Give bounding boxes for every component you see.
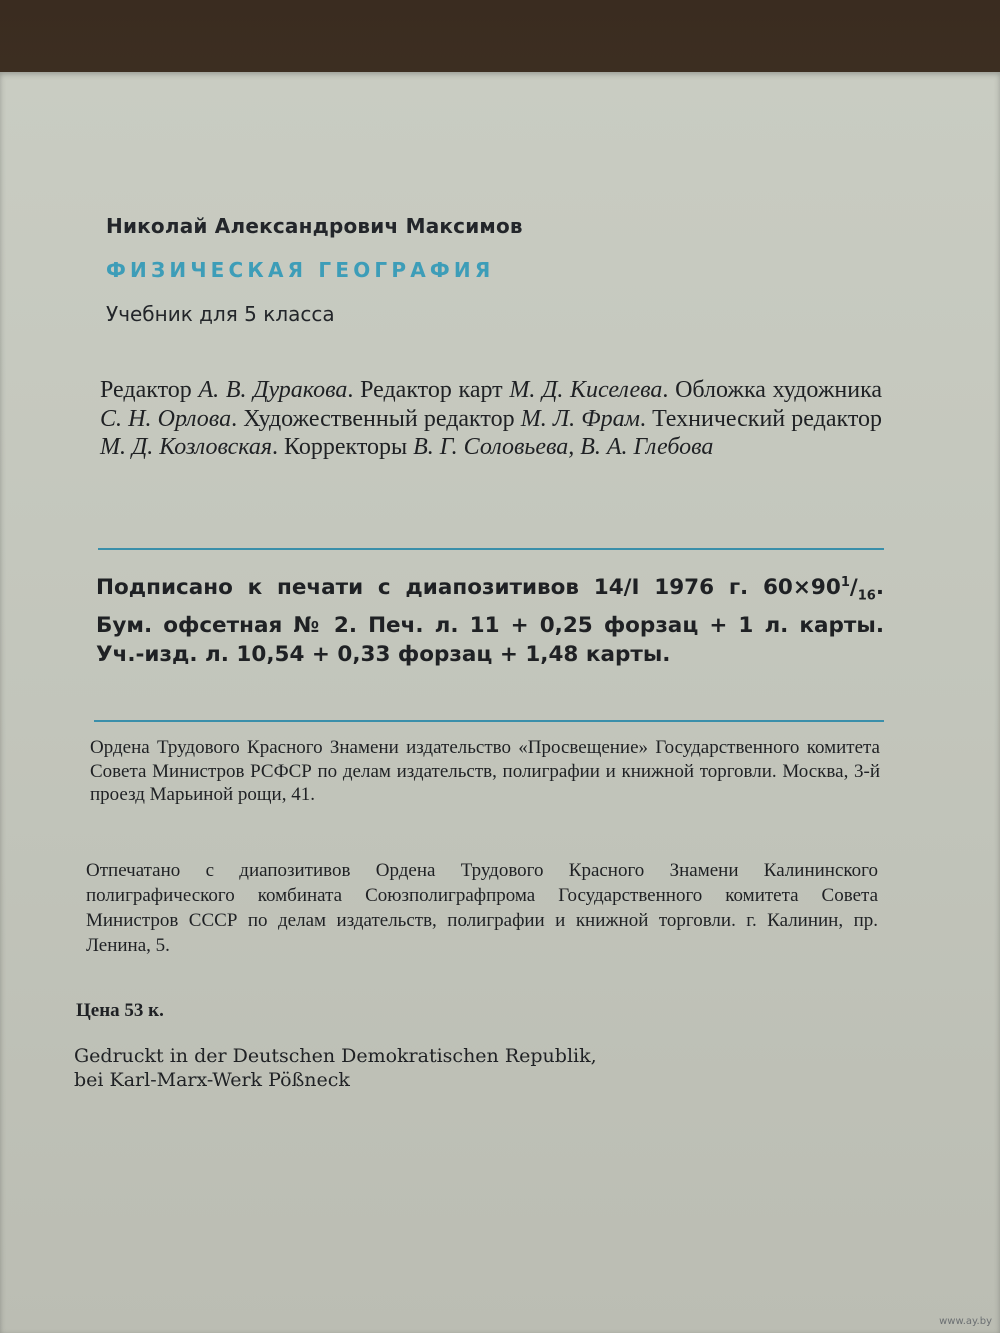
- book-page: [0, 72, 1000, 1333]
- divider-top: [98, 548, 884, 550]
- publisher-paragraph: Ордена Трудового Красного Знамени издательство «Просвещение» Государственного комитета Совета Министров РСФСР по делам издательств, полиграфии и книжной торговли. Москва, 3-й проезд Марьиной рощи, 41.: [90, 737, 880, 805]
- price-label: Цена 53 к.: [76, 1000, 164, 1021]
- author-name: Николай Александрович Максимов: [106, 214, 523, 238]
- book-title: ФИЗИЧЕСКАЯ ГЕОГРАФИЯ: [106, 258, 495, 282]
- editor-name: А. В. Дуракова: [198, 377, 348, 403]
- art-editor-label: Художественный редактор: [243, 405, 515, 432]
- tech-editor-name: М. Д. Козловская: [100, 434, 273, 460]
- site-watermark: www.ay.by: [939, 1316, 992, 1327]
- map-editor-name: М. Д. Киселева: [509, 377, 663, 403]
- paper-text: . Бум. офсетная № 2. Печ. л. 11 + 0,25 форзац + 1 л. карты. Уч.-изд. л. 10,54 + 0,33 форзац + 1,48 карты.: [96, 575, 884, 668]
- divider-bottom: [94, 720, 884, 722]
- cover-label: Обложка художника: [675, 377, 883, 403]
- gdr-line-1: Gedruckt in der Deutschen Demokratischen Republik,: [74, 1045, 597, 1067]
- print-info-paragraph: Подписано к печати с диапозитивов 14/I 1976 г. $60\times 90^1/_{16}$. Бум. офсетная № 2. Печ. л. 11 + 0,25 форзац + 1 л. карты. Уч.-изд. л. 10,54 + 0,33 форзац + 1,48 карты.: [96, 575, 884, 668]
- signed-text: Подписано к печати с диапозитивов 14/I 1976 г.: [96, 575, 749, 601]
- editor-label: Редактор: [100, 377, 192, 403]
- format-prefix: 60×90: [762, 575, 841, 601]
- book-subtitle: Учебник для 5 класса: [106, 302, 335, 326]
- proofreaders-label: Корректоры: [284, 434, 408, 460]
- art-editor-name: М. Л. Фрам: [520, 405, 640, 432]
- cover-name: С. Н. Орлова: [100, 405, 232, 432]
- gdr-line-2: bei Karl-Marx-Werk Pößneck: [74, 1069, 350, 1091]
- map-editor-label: Редактор карт: [360, 377, 503, 403]
- format-denominator: 16: [857, 588, 876, 604]
- credits-paragraph: Редактор А. В. Дуракова. Редактор карт М. Д. Киселева. Обложка художника С. Н. Орлова. Художественный редактор М. Л. Фрам. Технический редактор М. Д. Козловская. Корректоры В. Г. Соловьева, В. А. Глебова: [100, 377, 883, 460]
- printer-paragraph: Отпечатано с диапозитивов Ордена Трудового Красного Знамени Калининского полиграфического комбината Союзполиграфпрома Государственного комитета Совета Министров СССР по делам издательств, полиграфии и книжной торговли. г. Калинин, пр. Ленина, 5.: [86, 860, 878, 956]
- proofreaders-names: В. Г. Соловьева, В. А. Глебова: [413, 434, 714, 460]
- tech-editor-label: Технический редактор: [652, 405, 883, 432]
- gdr-imprint: [74, 1044, 754, 1092]
- format-numerator: 1: [840, 575, 850, 590]
